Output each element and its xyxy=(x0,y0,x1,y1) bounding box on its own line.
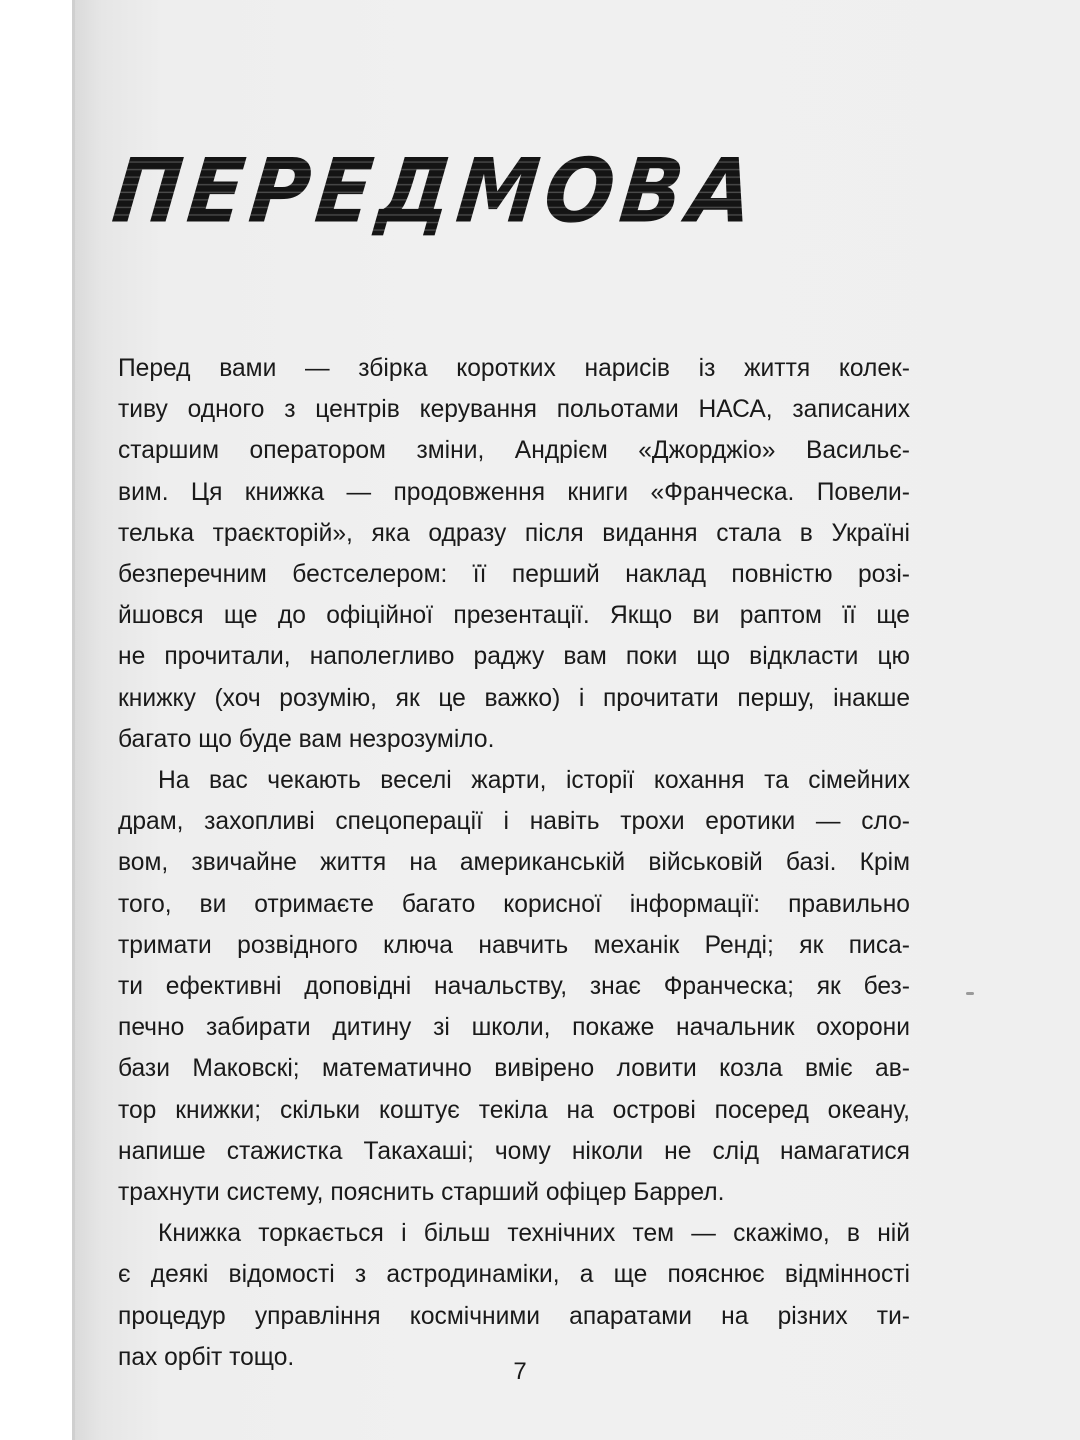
text-line: йшовся ще до офіційної презентації. Якщо ви раптом її ще xyxy=(118,602,910,630)
text-line: є деякі відомості з астродинаміки, а ще пояснює відмінності xyxy=(118,1261,910,1289)
text-line: тиву одного з центрів керування польотами НАСА, записаних xyxy=(118,396,910,424)
paragraph-intro xyxy=(118,348,910,760)
text-line: книжку (хоч розумію, як це важко) і прочитати першу, інакше xyxy=(118,684,910,712)
text-line: бази Маковскі; математично вивірено ловити козла вміє ав- xyxy=(118,1055,910,1083)
text-line: старшим оператором зміни, Андрієм «Джорджіо» Васильє- xyxy=(118,437,910,465)
text-line: телька траєкторій», яка одразу після видання стала в Україні xyxy=(118,519,910,547)
page-spine-edge xyxy=(72,0,75,1440)
chapter-heading: ПЕРЕДМОВА xyxy=(108,140,764,244)
text-line: трахнути систему, пояснить старший офіцер Баррел. xyxy=(118,1179,725,1207)
text-line: вом, звичайне життя на американській військовій базі. Крім xyxy=(118,849,910,877)
text-line: тримати розвідного ключа навчить механік Ренді; як писа- xyxy=(118,931,910,959)
text-line: того, ви отримаєте багато корисної інформації: правильно xyxy=(118,890,910,918)
text-line: не прочитали, наполегливо раджу вам поки що відкласти цю xyxy=(118,643,910,671)
text-line: безперечним бестселером: її перший наклад повністю розі- xyxy=(118,561,910,589)
text-line: процедур управління космічними апаратами на різних ти- xyxy=(118,1302,910,1330)
text-line: ти ефективні доповідні начальству, знає Франческа; як без- xyxy=(118,973,910,1001)
text-line: тор книжки; скільки коштує текіла на острові посеред океану, xyxy=(118,1096,910,1124)
paper-speck xyxy=(966,992,974,995)
text-line: На вас чекають веселі жарти, історії кохання та сімейних xyxy=(158,767,910,795)
page-number: 7 xyxy=(513,1358,527,1385)
text-line: багато що буде вам незрозуміло. xyxy=(118,725,495,753)
body-text xyxy=(118,348,910,1378)
text-line: Книжка торкається і більш технічних тем — скажімо, в ній xyxy=(158,1220,910,1248)
text-line: вим. Ця книжка — продовження книги «Франческа. Повели- xyxy=(118,478,910,506)
paragraph-technical xyxy=(118,1213,910,1378)
text-line: пах орбіт тощо. xyxy=(118,1343,295,1371)
text-line: напише стажистка Такахаші; чому ніколи не слід намагатися xyxy=(118,1137,910,1165)
paragraph-contents xyxy=(118,760,910,1213)
text-line: драм, захопливі спецоперації і навіть трохи еротики — сло- xyxy=(118,808,910,836)
text-line: печно забирати дитину зі школи, покаже начальник охорони xyxy=(118,1014,910,1042)
text-line: Перед вами — збірка коротких нарисів із життя колек- xyxy=(118,355,910,382)
